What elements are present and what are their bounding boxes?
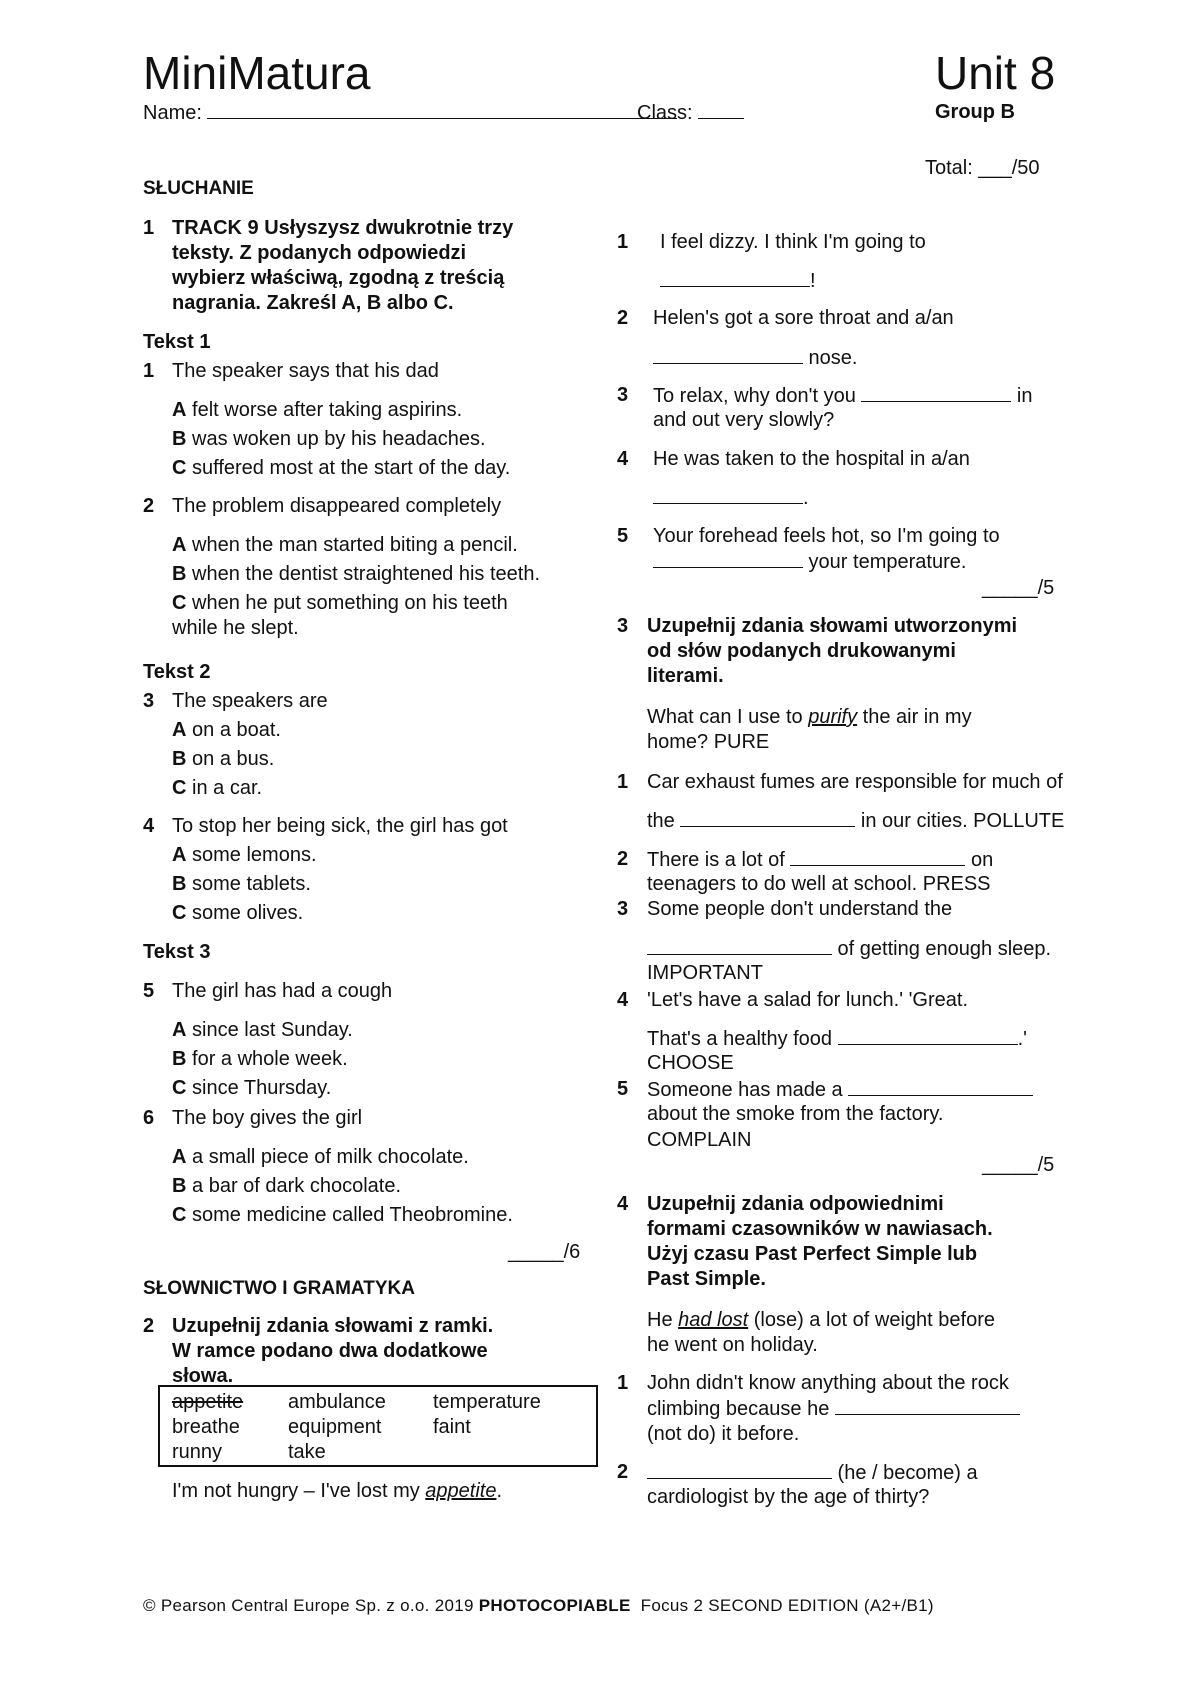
t2-item1-line2: ! (660, 268, 816, 294)
t3-item4-line1: 'Let's have a salad for lunch.' 'Great. (647, 989, 969, 1011)
listening-section-title: SŁUCHANIE (143, 178, 254, 199)
q3-option-a[interactable]: A on a boat. (172, 719, 281, 741)
t4-item1-line2: climbing because he (647, 1396, 1020, 1422)
q2-stem: The problem disappeared completely (172, 495, 502, 517)
t2-item5-number: 5 (617, 525, 629, 547)
t3-item4-line2: That's a healthy food .' (647, 1028, 1027, 1050)
task3-score: _____/5 (982, 1154, 1055, 1176)
t3-item2-line2: teenagers to do well at school. PRESS (647, 873, 991, 895)
worksheet-title: MiniMatura (143, 47, 371, 99)
word-box-item: ambulance (288, 1391, 386, 1413)
q6-option-a[interactable]: A a small piece of milk chocolate. (172, 1146, 469, 1168)
t2-item3-number: 3 (617, 384, 629, 406)
t4-item1-blank[interactable] (835, 1396, 1020, 1415)
t4-item1-line1: John didn't know anything about the rock (647, 1372, 1009, 1394)
t2-item4-line2: . (653, 485, 809, 511)
t4-item2-blank[interactable] (647, 1460, 832, 1479)
t3-item3-blank[interactable] (647, 936, 832, 955)
text2-heading: Tekst 2 (143, 661, 211, 683)
t3-item5-number: 5 (617, 1078, 629, 1100)
t3-item3-line3: IMPORTANT (647, 962, 763, 984)
q1-number: 1 (143, 360, 155, 382)
t3-item3-number: 3 (617, 898, 629, 920)
t2-item1-blank[interactable] (660, 268, 810, 287)
q2-option-a[interactable]: A when the man started biting a pencil. (172, 534, 518, 556)
q1-option-a[interactable]: A felt worse after taking aspirins. (172, 399, 463, 421)
t3-item2-line1: There is a lot of on (647, 849, 994, 871)
t2-item2-blank[interactable] (653, 345, 803, 364)
t3-item1-line1: Car exhaust fumes are responsible for much of (647, 771, 1063, 793)
word-box-item: temperature (433, 1391, 541, 1413)
t2-item4-number: 4 (617, 448, 629, 470)
t2-item4-line1: He was taken to the hospital in a/an (653, 448, 970, 470)
q4-option-b[interactable]: B some tablets. (172, 873, 311, 895)
q1-stem: The speaker says that his dad (172, 360, 439, 382)
t3-item1-blank[interactable] (680, 808, 855, 827)
q4-number: 4 (143, 815, 155, 837)
t2-item3-line1: To relax, why don't you in (653, 385, 1033, 407)
t2-item1-line1: I feel dizzy. I think I'm going to (660, 231, 926, 253)
t3-item1-number: 1 (617, 771, 629, 793)
t3-item1-line2: the in our cities. POLLUTE (647, 810, 1065, 832)
name-blank[interactable] (207, 100, 677, 119)
q3-option-c[interactable]: C in a car. (172, 777, 263, 799)
t2-item2-line1: Helen's got a sore throat and a/an (653, 307, 954, 329)
t2-item5-line1: Your forehead feels hot, so I'm going to (653, 525, 1000, 547)
q1-option-b[interactable]: B was woken up by his headaches. (172, 428, 486, 450)
word-box-item: take (288, 1441, 326, 1463)
t2-item3-blank[interactable] (861, 383, 1011, 402)
task3-instruction: Uzupełnij zdania słowami utworzonymi od słów podanych drukowanymi literami. (647, 615, 1018, 687)
word-box-item: appetite (172, 1391, 244, 1413)
q6-number: 6 (143, 1107, 155, 1129)
q5-stem: The girl has had a cough (172, 980, 393, 1002)
word-box-item: runny (172, 1441, 223, 1463)
text3-heading: Tekst 3 (143, 941, 211, 963)
t4-item2-line1: (he / become) a (647, 1460, 978, 1486)
t3-item4-number: 4 (617, 989, 629, 1011)
t3-item5-line1: Someone has made a (647, 1077, 1033, 1103)
text1-heading: Tekst 1 (143, 331, 211, 353)
t2-item2-number: 2 (617, 307, 629, 329)
group-label: Group B (935, 101, 1015, 123)
q2-option-c[interactable]: C when he put something on his teeth while he slept. (172, 592, 508, 639)
t2-item1-number: 1 (617, 231, 629, 253)
footer: © Pearson Central Europe Sp. z o.o. 2019 PHOTOCOPIABLE Focus 2 SECOND EDITION (A2+/B1) (143, 1596, 934, 1615)
q5-option-b[interactable]: B for a whole week. (172, 1048, 348, 1070)
t3-item4-blank[interactable] (838, 1026, 1018, 1045)
t2-item3-line2: and out very slowly? (653, 409, 835, 431)
t3-item2-blank[interactable] (790, 847, 965, 866)
listening-score: _____/6 (508, 1241, 581, 1263)
task2-example: I'm not hungry – I've lost my appetite. (172, 1480, 503, 1502)
q3-number: 3 (143, 690, 155, 712)
q3-option-b[interactable]: B on a bus. (172, 748, 275, 770)
task2-number: 2 (143, 1315, 155, 1337)
class-blank[interactable] (698, 100, 744, 119)
t4-item1-line3: (not do) it before. (647, 1423, 800, 1445)
task2-instruction: Uzupełnij zdania słowami z ramki. W ramce podano dwa dodatkowe słowa. (172, 1315, 494, 1387)
t2-item2-line2: nose. (653, 345, 857, 371)
task4-example: He had lost (lose) a lot of weight before he went on holiday. (647, 1309, 995, 1356)
t3-item5-line2: about the smoke from the factory. (647, 1103, 944, 1125)
task2-score: _____/5 (982, 577, 1055, 599)
t4-item2-number: 2 (617, 1461, 629, 1483)
task3-number: 3 (617, 615, 629, 637)
vocab-section-title: SŁOWNICTWO I GRAMATYKA (143, 1278, 415, 1299)
q1-option-c[interactable]: C suffered most at the start of the day. (172, 457, 511, 479)
t4-item2-line2: cardiologist by the age of thirty? (647, 1486, 930, 1508)
word-box-item: breathe (172, 1416, 240, 1438)
t2-item4-blank[interactable] (653, 485, 803, 504)
class-field[interactable] (637, 100, 744, 125)
name-label: Name: (143, 102, 202, 124)
unit-label: Unit 8 (935, 47, 1056, 99)
q2-number: 2 (143, 495, 155, 517)
t3-item2-number: 2 (617, 848, 629, 870)
q6-stem: The boy gives the girl (172, 1107, 363, 1129)
t3-item3-line1: Some people don't understand the (647, 898, 953, 920)
t3-item5-line3: COMPLAIN (647, 1129, 752, 1151)
q3-stem: The speakers are (172, 690, 328, 712)
q4-option-a[interactable]: A some lemons. (172, 844, 317, 866)
task1-number: 1 (143, 217, 155, 239)
t2-item5-blank[interactable] (653, 549, 803, 568)
q4-option-c[interactable]: C some olives. (172, 902, 304, 924)
task1-instruction: TRACK 9 Usłyszysz dwukrotnie trzy teksty. Z podanych odpowiedzi wybierz właściwą, zgodną z treścią nagrania. Zakreśl A, B albo C. (172, 217, 514, 314)
q4-stem: To stop her being sick, the girl has got (172, 815, 508, 837)
q2-option-b[interactable]: B when the dentist straightened his teeth. (172, 563, 541, 585)
word-box-item: equipment (288, 1416, 382, 1438)
task3-example: What can I use to purify the air in my home? PURE (647, 706, 972, 753)
t3-item5-blank[interactable] (848, 1077, 1033, 1096)
t4-item1-number: 1 (617, 1372, 629, 1394)
task4-number: 4 (617, 1193, 629, 1215)
q6-option-b[interactable]: B a bar of dark chocolate. (172, 1175, 402, 1197)
q5-number: 5 (143, 980, 155, 1002)
q5-option-a[interactable]: A since last Sunday. (172, 1019, 353, 1041)
name-field[interactable] (143, 100, 677, 125)
class-label: Class: (637, 102, 693, 124)
q5-option-c[interactable]: C since Thursday. (172, 1077, 332, 1099)
total-score: Total: ___/50 (925, 157, 1040, 179)
t2-item5-line2: your temperature. (653, 549, 966, 575)
q6-option-c[interactable]: C some medicine called Theobromine. (172, 1204, 513, 1226)
task4-instruction: Uzupełnij zdania odpowiednimi formami czasowników w nawiasach. Użyj czasu Past Perfect Simple lub Past Simple. (647, 1193, 993, 1290)
word-box-item: faint (433, 1416, 471, 1438)
t3-item4-line3: CHOOSE (647, 1052, 734, 1074)
t3-item3-line2: of getting enough sleep. (647, 936, 1051, 962)
